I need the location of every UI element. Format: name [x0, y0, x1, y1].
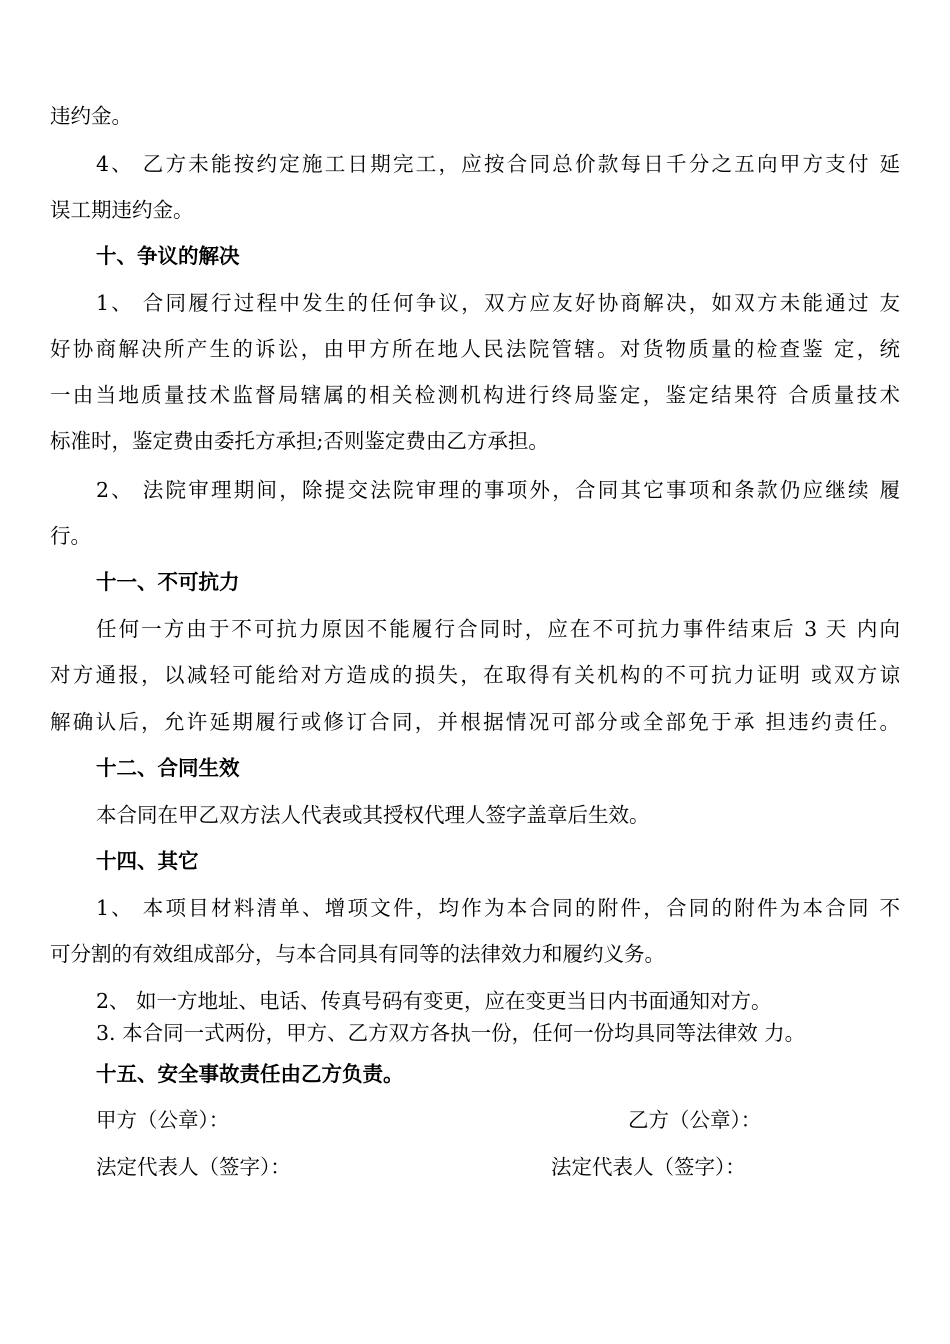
party-a-seal-label: 甲方（公章）：: [96, 1108, 230, 1132]
text-line: 违约金。: [50, 104, 132, 128]
clause-14-1-line-2: 可分割的有效组成部分，与本合同具有同等的法律效力和履约义务。: [50, 942, 665, 966]
clause-10-1-line-1: 1、 合同履行过程中发生的任何争议，双方应友好协商解决，如双方未能通过 友: [96, 291, 900, 315]
clause-14-2-line: 2、 如一方地址、电话、传真号码有变更，应在变更当日内书面通知对方。: [96, 989, 772, 1013]
clause-10-2-line-2: 行。: [50, 524, 91, 548]
clause-10-2-line-1: 2、 法院审理期间，除提交法院审理的事项外，合同其它事项和条款仍应继续 履: [96, 478, 900, 502]
party-a-representative-label: 法定代表人（签字）：: [96, 1155, 291, 1179]
section-heading-other: 十四、其它: [96, 849, 199, 873]
section-heading-force-majeure: 十一、不可抗力: [96, 570, 240, 594]
clause-14-1-line-1: 1、 本项目材料清单、增项文件，均作为本合同的附件，合同的附件为本合同 不: [96, 896, 900, 920]
section-heading-safety: 十五、安全事故责任由乙方负责。: [96, 1062, 404, 1086]
clause-10-1-line-4: 标准时，鉴定费由委托方承担;否则鉴定费由乙方承担。: [50, 429, 549, 453]
clause-11-line-3: 解确认后，允许延期履行或修订合同，并根据情况可部分或全部免于承 担违约责任。: [50, 710, 900, 734]
clause-10-1-line-3: 一由当地质量技术监督局辖属的相关检测机构进行终局鉴定，鉴定结果符 合质量技术: [50, 383, 900, 407]
clause-14-3-line: 3. 本合同一式两份，甲方、乙方双方各执一份，任何一份均具同等法律效 力。: [96, 1021, 806, 1045]
clause-10-1-line-2: 好协商解决所产生的诉讼，由甲方所在地人民法院管辖。对货物质量的检查鉴 定，统: [50, 337, 900, 361]
clause-11-line-1: 任何一方由于不可抗力原因不能履行合同时，应在不可抗力事件结束后 3 天 内向: [96, 617, 900, 641]
party-b-seal-label: 乙方（公章）：: [628, 1108, 762, 1132]
section-heading-effectiveness: 十二、合同生效: [96, 756, 240, 780]
clause-9-4-line-1: 4、 乙方未能按约定施工日期完工，应按合同总价款每日千分之五向甲方支付 延: [96, 152, 900, 176]
party-b-representative-label: 法定代表人（签字）：: [551, 1155, 746, 1179]
clause-9-4-line-2: 误工期违约金。: [50, 198, 194, 222]
clause-11-line-2: 对方通报，以减轻可能给对方造成的损失，在取得有关机构的不可抗力证明 或双方谅: [50, 663, 900, 687]
clause-12-line: 本合同在甲乙双方法人代表或其授权代理人签字盖章后生效。: [96, 803, 650, 827]
section-heading-dispute: 十、争议的解决: [96, 244, 240, 268]
